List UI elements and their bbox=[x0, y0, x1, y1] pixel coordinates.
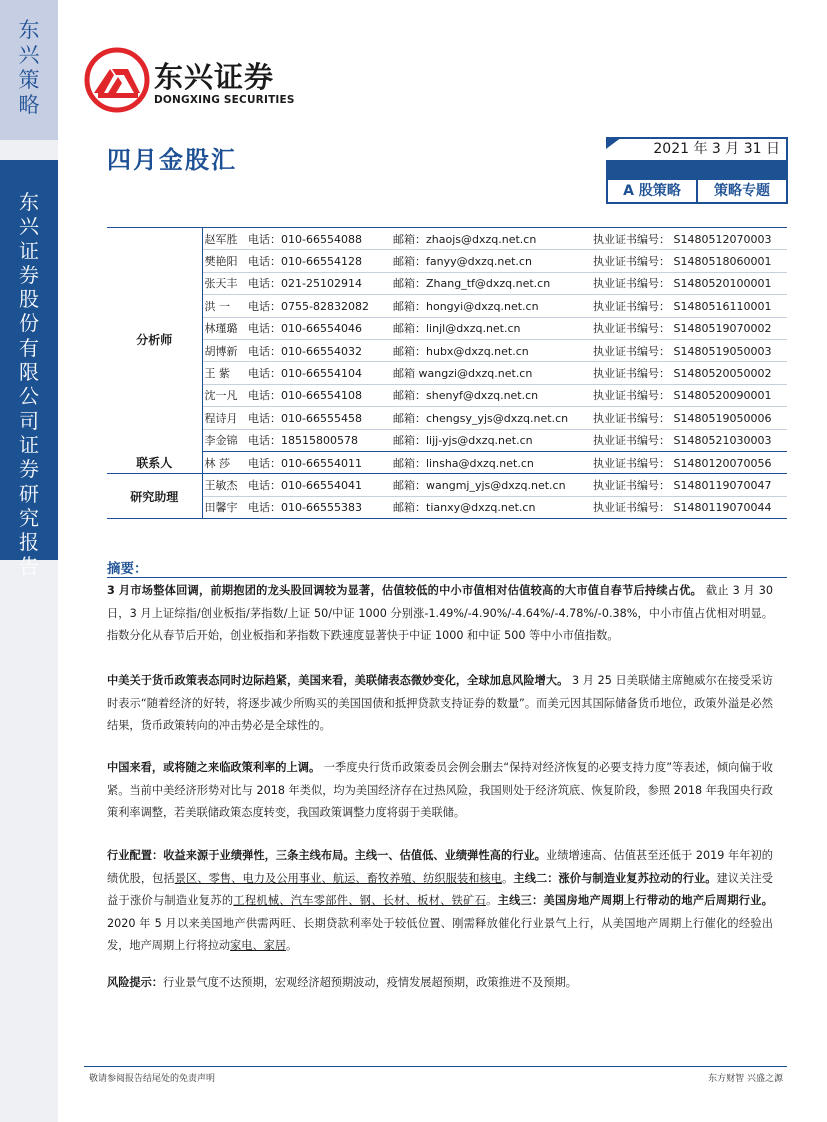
paragraph-4-lead-2: 主线二：涨价与制造业复苏拉动的行业。 bbox=[513, 871, 717, 885]
contact-phone: 电话：010-66554011 bbox=[248, 451, 393, 473]
paragraph-4-text-1: 业绩增速高、估值甚至还低于 2019 年年初的绩优股，包括 bbox=[107, 849, 773, 885]
analyst-name: 樊艳阳 bbox=[202, 250, 248, 272]
brand-name-cn: 东兴证券 bbox=[154, 60, 275, 94]
table-row bbox=[107, 250, 787, 272]
sidebar-top-label: 东兴策略 bbox=[18, 18, 40, 117]
analyst-email: 邮箱：hongyi@dxzq.net.cn bbox=[393, 295, 593, 317]
analyst-cert: 执业证书编号： S1480512070003 bbox=[593, 228, 787, 250]
analyst-phone: 电话：010-66554128 bbox=[248, 250, 393, 272]
table-row bbox=[107, 496, 787, 518]
paragraph-2-lead: 中美关于货币政策表态同时边际趋紧，美国来看，美联储表态微妙变化，全球加息风险增大。 bbox=[107, 674, 569, 687]
table-row bbox=[107, 228, 787, 250]
assistant-email: 邮箱：tianxy@dxzq.net.cn bbox=[393, 496, 593, 518]
table-row bbox=[107, 295, 787, 317]
analyst-email: 邮箱：zhaojs@dxzq.net.cn bbox=[393, 228, 593, 250]
summary-paragraph-1 bbox=[107, 580, 773, 648]
assistant-phone: 电话：010-66555383 bbox=[248, 496, 393, 518]
paragraph-2-text: 3 月 25 日美联储主席鲍威尔在接受采访时表示“随着经济的好转，将逐步减少所购买的美国国债和抵押贷款支持证券的数量”。而美元因其国际储备货币地位，政策外溢是必然结果，货币政策转向的冲击势必是全球性的。 bbox=[107, 674, 773, 732]
analyst-email: 邮箱：Zhang_tf@dxzq.net.cn bbox=[393, 272, 593, 294]
report-title: 四月金股汇 bbox=[107, 146, 237, 174]
assistant-cert: 执业证书编号： S1480119070047 bbox=[593, 474, 787, 496]
assistant-name: 王敏杰 bbox=[202, 474, 248, 496]
contact-email: 邮箱：linsha@dxzq.net.cn bbox=[393, 451, 593, 473]
analyst-email: 邮箱：shenyf@dxzq.net.cn bbox=[393, 384, 593, 406]
analyst-cert: 执业证书编号： S1480516110001 bbox=[593, 295, 787, 317]
analyst-phone: 电话：0755-82832082 bbox=[248, 295, 393, 317]
analyst-phone: 电话：010-66554104 bbox=[248, 362, 393, 384]
table-row bbox=[107, 384, 787, 406]
analyst-email: 邮箱：chengsy_yjs@dxzq.net.cn bbox=[393, 407, 593, 429]
contact-cert: 执业证书编号： S1480120070056 bbox=[593, 451, 787, 473]
table-row bbox=[107, 407, 787, 429]
sidebar-main-block bbox=[0, 160, 58, 579]
company-logo bbox=[84, 47, 304, 113]
contact-name: 林 莎 bbox=[202, 451, 248, 473]
summary-paragraph-5 bbox=[107, 972, 773, 995]
analyst-cert: 执业证书编号： S1480519050003 bbox=[593, 339, 787, 361]
table-row bbox=[107, 474, 787, 496]
footer-slogan: 东方财智 兴盛之源 bbox=[708, 1074, 783, 1084]
analyst-phone: 电话：010-66554032 bbox=[248, 339, 393, 361]
paragraph-4-underline-2: 工程机械、汽车零部件、钢、长材、板材、铁矿石 bbox=[233, 894, 487, 907]
analyst-name: 李金锦 bbox=[202, 429, 248, 451]
left-sidebar bbox=[0, 0, 58, 1122]
analyst-email: 邮箱：linjl@dxzq.net.cn bbox=[393, 317, 593, 339]
role-analyst: 分析师 bbox=[107, 228, 202, 452]
paragraph-4-lead-3: 主线三：美国房地产周期上行带动的地产后周期行业。 bbox=[497, 894, 773, 907]
paragraph-3-lead: 中国来看，或将随之来临政策利率的上调。 bbox=[107, 761, 321, 774]
table-row bbox=[107, 272, 787, 294]
corner-triangle-icon bbox=[606, 137, 622, 149]
analyst-email: 邮箱 wangzi@dxzq.net.cn bbox=[393, 362, 593, 384]
assistant-phone: 电话：010-66554041 bbox=[248, 474, 393, 496]
summary-paragraph-2 bbox=[107, 670, 773, 738]
table-row bbox=[107, 451, 787, 473]
analyst-phone: 电话：18515800578 bbox=[248, 429, 393, 451]
paragraph-4-text-4: 。 bbox=[486, 894, 498, 907]
footer-divider bbox=[84, 1066, 787, 1067]
paragraph-4-underline-1: 景区、零售、电力及公用事业、航运、畜牧养殖、纺织服装和核电 bbox=[174, 871, 503, 885]
analyst-name: 程诗月 bbox=[202, 407, 248, 429]
table-row bbox=[107, 429, 787, 451]
analyst-name: 洪 一 bbox=[202, 295, 248, 317]
analyst-contact-table bbox=[107, 227, 787, 519]
paragraph-4-lead-1: 行业配置：收益来源于业绩弹性，三条主线布局。主线一、估值低、业绩弹性高的行业。 bbox=[107, 849, 546, 862]
brand-name-en: DONGXING SECURITIES bbox=[154, 94, 295, 106]
report-date: 2021 年 3 月 31 日 bbox=[606, 137, 788, 160]
assistant-cert: 执业证书编号： S1480119070044 bbox=[593, 496, 787, 518]
analyst-cert: 执业证书编号： S1480520090001 bbox=[593, 384, 787, 406]
analyst-cert: 执业证书编号： S1480519070002 bbox=[593, 317, 787, 339]
report-info-box bbox=[606, 137, 788, 204]
analyst-name: 沈一凡 bbox=[202, 384, 248, 406]
analyst-phone: 电话：010-66555458 bbox=[248, 407, 393, 429]
risk-text: 行业景气度不达预期，宏观经济超预期波动，疫情发展超预期，政策推进不及预期。 bbox=[162, 976, 577, 989]
paragraph-4-text-2: 。 bbox=[502, 871, 514, 885]
analyst-email: 邮箱：hubx@dxzq.net.cn bbox=[393, 339, 593, 361]
analyst-cert: 执业证书编号： S1480518060001 bbox=[593, 250, 787, 272]
tag-strategy-topic: 策略专题 bbox=[714, 183, 770, 199]
summary-heading: 摘要： bbox=[107, 561, 148, 577]
footer-disclaimer: 敬请参阅报告结尾处的免责声明 bbox=[89, 1074, 216, 1084]
analyst-name: 林瑾璐 bbox=[202, 317, 248, 339]
paragraph-1-text: 截止 3 月 30 日，3 月上证综指/创业板指/茅指数/上证 50/中证 1000 分别涨-1.49%/-4.90%/-4.64%/-4.78%/-0.38%，中小市值占优相对明显。指数分化从春节后开始，创业板指和茅指数下跌速度显著快于中证 1000 和中证 500 等中小市值指数。 bbox=[107, 584, 773, 642]
analyst-cert: 执业证书编号： S1480520100001 bbox=[593, 272, 787, 294]
paragraph-4-text-6: 。 bbox=[286, 939, 298, 952]
paragraph-4-underline-3: 家电、家居 bbox=[230, 939, 287, 952]
sidebar-main-label: 东兴证券股份有限公司证券研究报告 bbox=[19, 190, 39, 579]
table-row bbox=[107, 362, 787, 384]
table-row bbox=[107, 339, 787, 361]
paragraph-3-text: 一季度央行货币政策委员会例会删去“保持对经济恢复的必要支持力度”等表述，倾向偏于收紧。当前中美经济形势对比与 2018 年类似，均为美国经济存在过热风险，我国则处于经济筑底、恢复阶段，参照 2018 年我国央行政策利率调整，若美联储政策态度转变，我国政策调整力度将弱于美联储。 bbox=[107, 761, 773, 819]
tag-a-share-strategy: A 股策略 bbox=[608, 180, 698, 202]
table-row bbox=[107, 317, 787, 339]
analyst-phone: 电话：021-25102914 bbox=[248, 272, 393, 294]
summary-paragraph-4 bbox=[107, 845, 773, 958]
analyst-email: 邮箱：fanyy@dxzq.net.cn bbox=[393, 250, 593, 272]
role-research-assistant: 研究助理 bbox=[107, 474, 202, 519]
paragraph-1-lead: 3 月市场整体回调，前期抱团的龙头股回调较为显著，估值较低的中小市值相对估值较高的大市值自春节后持续占优。 bbox=[107, 584, 703, 597]
analyst-name: 赵军胜 bbox=[202, 228, 248, 250]
analyst-name: 胡博新 bbox=[202, 339, 248, 361]
analyst-phone: 电话：010-66554108 bbox=[248, 384, 393, 406]
info-band bbox=[606, 160, 788, 180]
analyst-name: 王 紫 bbox=[202, 362, 248, 384]
summary-divider bbox=[107, 577, 787, 578]
analyst-phone: 电话：010-66554046 bbox=[248, 317, 393, 339]
analyst-cert: 执业证书编号： S1480520050002 bbox=[593, 362, 787, 384]
dongxing-logo-icon bbox=[84, 47, 150, 113]
analyst-phone: 电话：010-66554088 bbox=[248, 228, 393, 250]
paragraph-4-text-3: 建议关注受益于涨价与制造业复苏的 bbox=[107, 871, 773, 907]
role-contact: 联系人 bbox=[107, 451, 202, 473]
paragraph-4-text-5: 2020 年 5 月以来美国地产供需两旺、长期贷款利率处于较低位置、刚需释放催化行业景气上行，从美国地产周期上行催化的经验出发，地产周期上行将拉动 bbox=[107, 916, 773, 952]
summary-paragraph-3 bbox=[107, 757, 773, 825]
risk-label: 风险提示： bbox=[107, 976, 163, 989]
sidebar-top-block bbox=[0, 0, 58, 140]
report-tags bbox=[606, 180, 788, 204]
assistant-name: 田馨宇 bbox=[202, 496, 248, 518]
analyst-cert: 执业证书编号： S1480519050006 bbox=[593, 407, 787, 429]
analyst-email: 邮箱：lijj-yjs@dxzq.net.cn bbox=[393, 429, 593, 451]
assistant-email: 邮箱：wangmj_yjs@dxzq.net.cn bbox=[393, 474, 593, 496]
analyst-name: 张天丰 bbox=[202, 272, 248, 294]
analyst-cert: 执业证书编号： S1480521030003 bbox=[593, 429, 787, 451]
